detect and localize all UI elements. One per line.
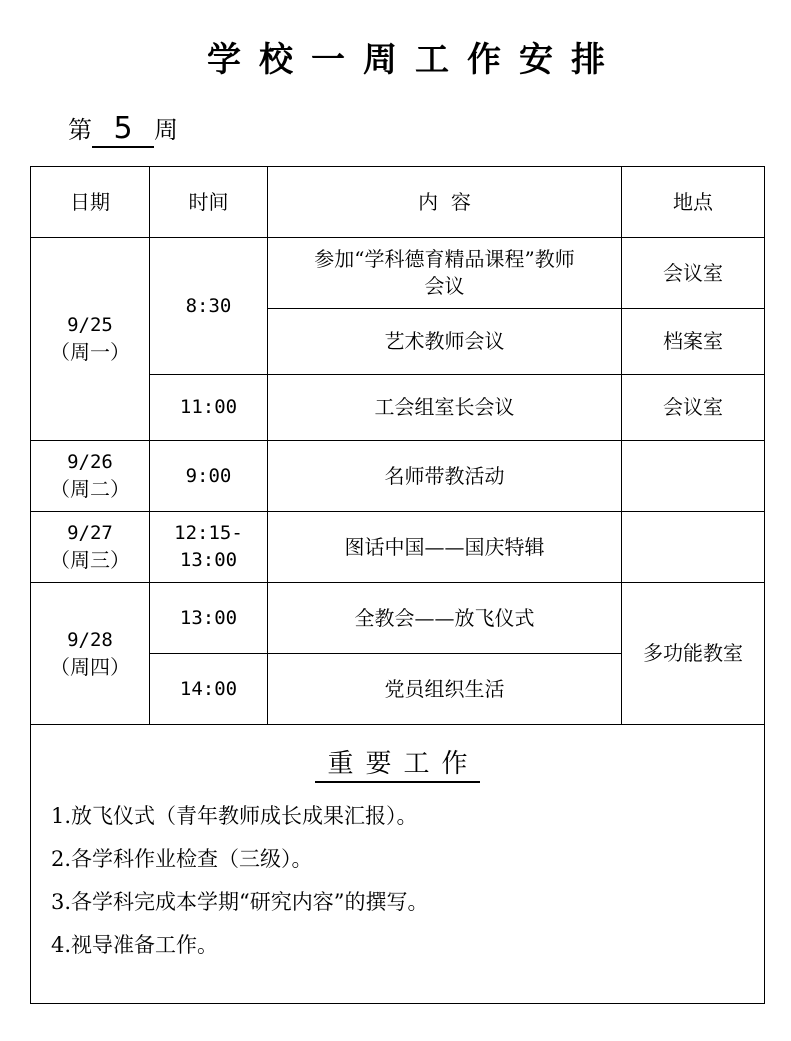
important-title: 重要工作 [315,747,479,783]
list-item: 1.放飞仪式（青年教师成长成果汇报）。 [51,804,418,828]
location-cell [622,441,765,512]
week-suffix: 周 [154,116,178,144]
header-location: 地点 [622,167,765,238]
location-cell: 会议室 [622,375,765,441]
content-cell: 全教会——放飞仪式 [268,583,622,654]
content-cell: 艺术教师会议 [268,309,622,375]
date-value: 9/28 [67,628,113,651]
list-item: 3.各学科完成本学期“研究内容”的撰写。 [51,890,429,914]
date-value: 9/27 [67,522,113,544]
location-cell: 档案室 [622,309,765,375]
list-item: 2.各学科作业检查（三级）。 [51,847,313,871]
time-cell: 12:15-13:00 [150,512,268,583]
important-list [31,795,764,967]
weekday-label: （周三） [50,548,130,572]
date-value: 9/26 [67,451,113,473]
week-number: 5 [92,112,154,148]
location-cell: 多功能教室 [622,583,765,725]
location-cell [622,512,765,583]
time-cell: 11:00 [150,375,268,441]
date-cell [31,441,150,512]
weekday-label: （周四） [50,654,130,679]
date-cell [31,238,150,441]
week-prefix: 第 [68,116,92,144]
schedule-table [30,166,765,1004]
table-row [31,441,765,512]
weekday-label: （周一） [50,340,130,364]
time-cell: 14:00 [150,654,268,725]
date-cell [31,512,150,583]
content-cell: 党员组织生活 [268,654,622,725]
content-cell: 图话中国——国庆特辑 [268,512,622,583]
location-cell: 会议室 [622,238,765,309]
important-section [31,725,765,1004]
date-cell [31,583,150,725]
date-value: 9/25 [67,314,113,336]
time-cell: 13:00 [150,583,268,654]
table-row [31,238,765,309]
page-title: 学校一周工作安排 [207,40,623,80]
table-row [31,583,765,654]
list-item: 4.视导准备工作。 [51,933,219,957]
table-row [31,512,765,583]
header-content: 内 容 [268,167,622,238]
important-section-row [31,725,765,1004]
time-cell: 8:30 [150,238,268,375]
content-cell: 名师带教活动 [268,441,622,512]
header-time: 时间 [150,167,268,238]
time-cell: 9:00 [150,441,268,512]
table-header-row [31,167,765,238]
week-indicator [68,110,178,150]
content-cell: 工会组室长会议 [268,375,622,441]
weekday-label: （周二） [50,477,130,501]
content-cell: 参加“学科德育精品课程”教师会议 [268,238,622,309]
header-date: 日期 [31,167,150,238]
